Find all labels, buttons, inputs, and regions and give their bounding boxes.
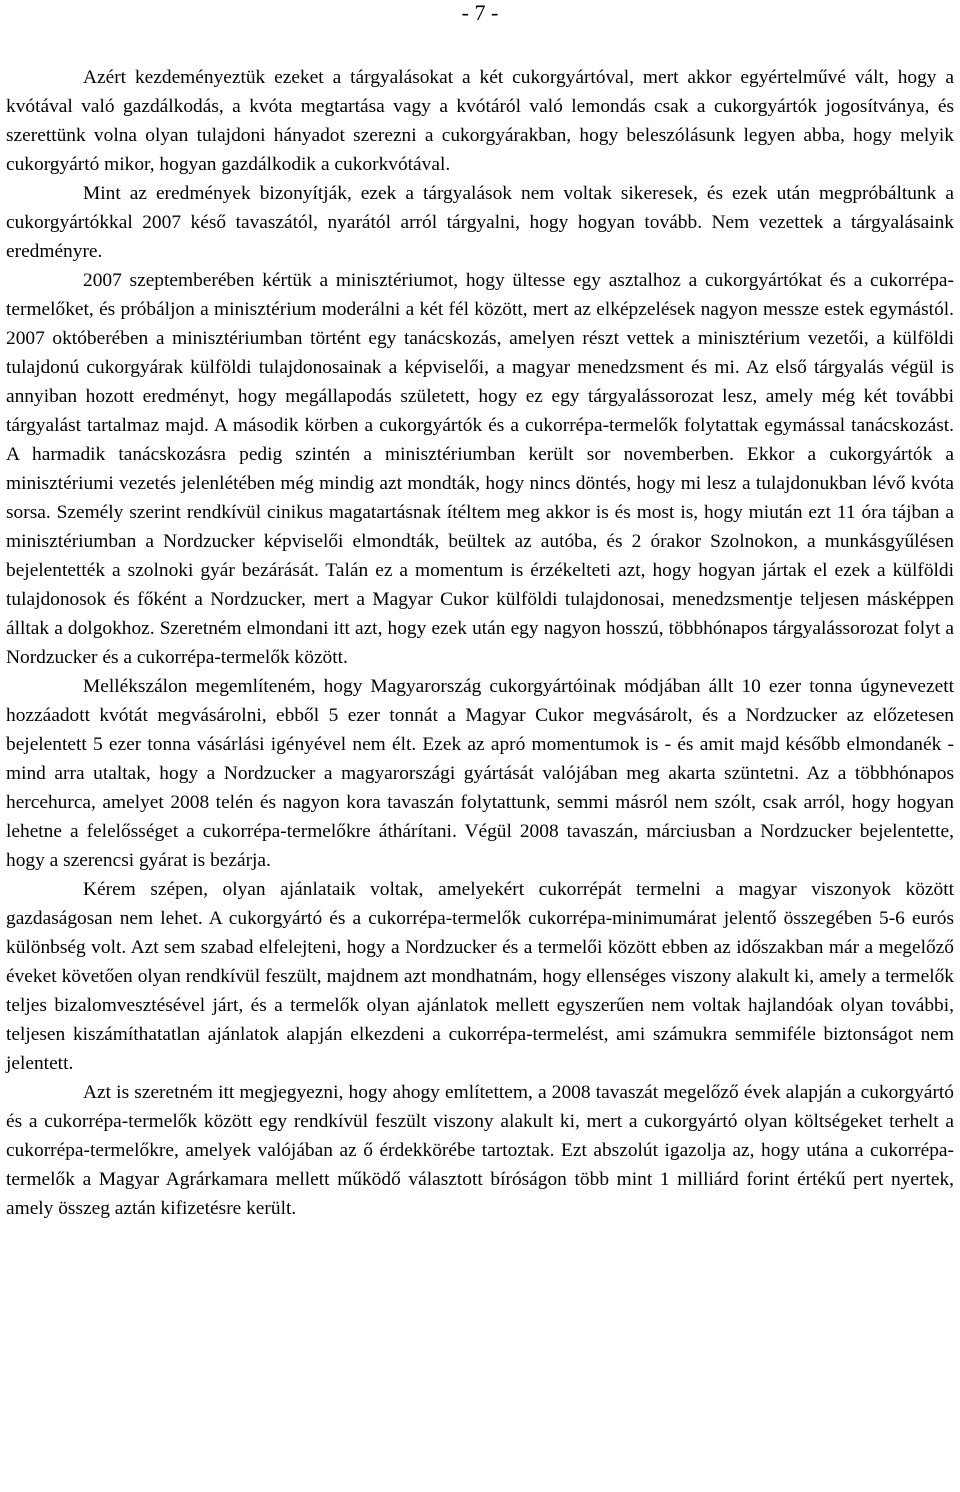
document-body [6,63,954,1223]
paragraph: Mellékszálon megemlíteném, hogy Magyarország cukorgyártóinak módjában állt 10 ezer tonna úgynevezett hozzáadott kvótát megvásárolni, ebből 5 ezer tonnát a Magyar Cukor megvásárolt, és a Nordzucker az előzetesen bejelentett 5 ezer tonna vásárlási igényével nem élt. Ezek az apró momentumok is - és amit majd később elmondanék - mind arra utaltak, hogy a Nordzucker a magyarországi gyártását valójában meg akarta szüntetni. Az a többhónapos hercehurca, amelyet 2008 telén és nagyon kora tavaszán folytattunk, semmi másról nem szólt, csak arról, hogy hogyan lehetne a felelősséget a cukorrépa-termelőkre áthárítani. Végül 2008 tavaszán, márciusban a Nordzucker bejelentette, hogy a szerencsi gyárat is bezárja. [6,676,954,871]
page-number: - 7 - [461,0,499,25]
paragraph: Kérem szépen, olyan ajánlataik voltak, amelyekért cukorrépát termelni a magyar viszonyok között gazdaságosan nem lehet. A cukorgyártó és a cukorrépa-termelők cukorrépa-minimumárat jelentő összegében 5-6 eurós különbség volt. Azt sem szabad elfelejteni, hogy a Nordzucker és a termelői között ebben az időszakban már a megelőző éveket követően olyan rendkívül feszült, majdnem azt mondhatnám, hogy ellenséges viszony alakult ki, amely a termelők teljes bizalomvesztésével járt, és a termelők olyan ajánlatok mellett egyszerűen nem voltak hajlandóak olyan további, teljesen kiszámíthatatlan ajánlatok alapján elkezdeni a cukorrépa-termelést, ami számukra semmiféle biztonságot nem jelentett. [6,879,954,1074]
paragraph: Azt is szeretném itt megjegyezni, hogy ahogy említettem, a 2008 tavaszát megelőző évek alapján a cukorgyártó és a cukorrépa-termelők között egy rendkívül feszült viszony alakult ki, mert a cukorgyártó olyan költségeket terhelt a cukorrépa-termelőkre, amelyek valójában az ő érdekkörébe tartoztak. Ezt abszolút igazolja az, hogy utána a cukorrépa-termelők a Magyar Agrárkamara mellett működő választott bíróságon több mint 1 milliárd forint értékű pert nyertek, amely összeg aztán kifizetésre került. [6,1082,954,1219]
paragraph: 2007 szeptemberében kértük a minisztériumot, hogy ültesse egy asztalhoz a cukorgyártókat és a cukorrépa-termelőket, és próbáljon a minisztérium moderálni a két fél között, mert az elképzelések nagyon messze estek egymástól. 2007 októberében a minisztériumban történt egy tanácskozás, amelyen részt vettek a minisztérium vezetői, a külföldi tulajdonú cukorgyárak külföldi tulajdonosainak a képviselői, a magyar menedzsment és mi. Az első tárgyalás végül is annyiban hozott eredményt, hogy megállapodás született, hogy ez egy tárgyalássorozat lesz, amely még két további tárgyalást tartalmaz majd. A második körben a cukorgyártók és a cukorrépa-termelők folytattak egymással tanácskozást. A harmadik tanácskozásra pedig szintén a minisztériumban került sor novemberben. Ekkor a cukorgyártók a minisztériumi vezetés jelenlétében még mindig azt mondták, hogy nincs döntés, hogy mi lesz a tulajdonukban lévő kvóta sorsa. Személy szerint rendkívül cinikus magatartásnak ítéltem meg akkor is és most is, hogy miután ezt 11 óra tájban a minisztériumban a Nordzucker képviselői elmondták, beültek az autóba, és 2 órakor Szolnokon, a munkásgyűlésen bejelentették a szolnoki gyár bezárását. Talán ez a momentum is érzékelteti azt, hogy hogyan jártak el ezek a külföldi tulajdonosok és főként a Nordzucker, mert a Magyar Cukor külföldi tulajdonosai, menedzsmentje teljesen másképpen álltak a dolgokhoz. Szeretném elmondani itt azt, hogy ezek után egy nagyon hosszú, többhónapos tárgyalássorozat folyt a Nordzucker és a cukorrépa-termelők között. [6,270,954,668]
paragraph: Mint az eredmények bizonyítják, ezek a tárgyalások nem voltak sikeresek, és ezek után megpróbáltunk a cukorgyártókkal 2007 késő tavaszától, nyarától arról tárgyalni, hogy hogyan tovább. Nem vezettek a tárgyalásaink eredményre. [6,183,954,262]
paragraph: Azért kezdeményeztük ezeket a tárgyalásokat a két cukorgyártóval, mert akkor egyértelművé vált, hogy a kvótával való gazdálkodás, a kvóta megtartása vagy a kvótáról való lemondás csak a cukorgyártók jogosítványa, és szerettünk volna olyan tulajdoni hányadot szerezni a cukorgyárakban, hogy beleszólásunk legyen abba, hogy melyik cukorgyártó mikor, hogyan gazdálkodik a cukorkvótával. [6,67,954,175]
